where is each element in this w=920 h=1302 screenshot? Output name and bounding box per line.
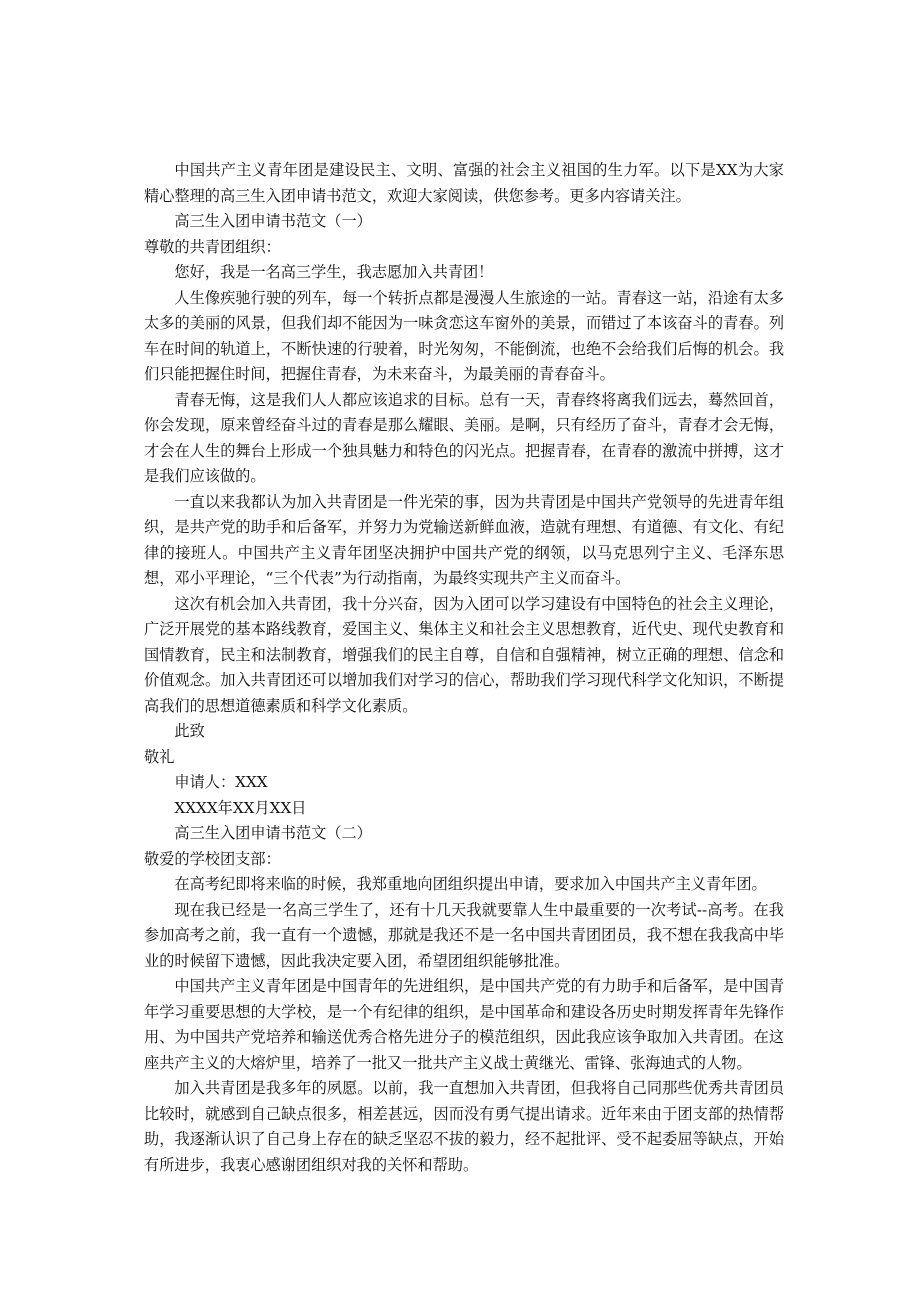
essay2-paragraph: 现在我已经是一名高三学生了，还有十几天我就要靠人生中最重要的一次考试--高考。在我参加高考之前，我一直有一个遗憾，那就是我还不是一名中国共青团团员，我不想在我我高中毕业的时候留下遗憾，因此我决定要入团，希望团组织能够批准。 <box>144 900 784 970</box>
essay1-closing-1: 此致 <box>174 722 205 740</box>
essay2-salutation: 敬爱的学校团支部： <box>144 849 281 868</box>
document-page <box>144 158 784 1178</box>
essay2-paragraph: 在高考纪即将来临的时候，我郑重地向团组织提出申请，要求加入中国共产主义青年团。 <box>174 875 767 893</box>
essay1-paragraph: 这次有机会加入共青团，我十分兴奋，因为入团可以学习建设有中国特色的社会主义理论，广泛开展党的基本路线教育，爱国主义、集体主义和社会主义思想教育，近代史、现代史教育和国情教育，民主和法制教育，增强我们的民主自尊，自信和自强精神，树立正确的理想、信念和价值观念。加入共青团还可以增加我们对学习的信心，帮助我们学习现代科学文化知识，不断提高我们的思想道德素质和科学文化素质。 <box>144 594 784 715</box>
essay2-paragraph: 中国共产主义青年团是中国青年的先进组织，是中国共产党的有力助手和后备军，是中国青年学习重要思想的大学校，是一个有纪律的组织，是中国革命和建设各历史时期发挥青年先锋作用、为中国共产党培养和输送优秀合格先进分子的模范组织，因此我应该争取加入共青团。在这座共产主义的大熔炉里，培养了一批又一批共产主义战士黄继光、雷锋、张海迪式的人物。 <box>144 977 784 1072</box>
essay1-paragraph: 一直以来我都认为加入共青团是一件光荣的事，因为共青团是中国共产党领导的先进青年组织，是共产党的助手和后备军，并努力为党输送新鲜血液，造就有理想、有道德、有文化、有纪律的接班人。中国共产主义青年团坚决拥护中国共产党的纲领，以马克思列宁主义、毛泽东思想，邓小平理论，“三个代表”为行动指南，为最终实现共产主义而奋斗。 <box>144 492 784 587</box>
essay2-title: 高三生入团申请书范文（二） <box>174 824 372 842</box>
essay1-applicant: 申请人：XXX <box>174 773 268 791</box>
essay1-salutation: 尊敬的共青团组织： <box>144 237 281 256</box>
intro-paragraph: 中国共产主义青年团是建设民主、文明、富强的社会主义祖国的生力军。以下是XX为大家精心整理的高三生入团申请书范文，欢迎大家阅读，供您参考。更多内容请关注。 <box>144 161 784 205</box>
essay1-greeting: 您好，我是一名高三学生，我志愿加入共青团！ <box>174 263 494 281</box>
essay1-closing-2: 敬礼 <box>144 747 175 766</box>
essay1-date: XXXX年XX月XX日 <box>174 798 307 817</box>
essay1-title: 高三生入团申请书范文（一） <box>174 212 372 230</box>
essay1-paragraph: 人生像疾驰行驶的列车，每一个转折点都是漫漫人生旅途的一站。青春这一站，沿途有太多太多的美丽的风景，但我们却不能因为一味贪恋这车窗外的美景，而错过了本该奋斗的青春。列车在时间的轨道上，不断快速的行驶着，时光匆匆，不能倒流，也绝不会给我们后悔的机会。我们只能把握住时间，把握住青春，为未来奋斗，为最美丽的青春奋斗。 <box>144 288 784 383</box>
essay1-paragraph: 青春无悔，这是我们人人都应该追求的目标。总有一天，青春终将离我们远去，蓦然回首，你会发现，原来曾经奋斗过的青春是那么耀眼、美丽。是啊，只有经历了奋斗，青春才会无悔，才会在人生的舞台上形成一个独具魅力和特色的闪光点。把握青春，在青春的激流中拼搏，这才是我们应该做的。 <box>144 390 784 485</box>
essay2-paragraph: 加入共青团是我多年的夙愿。以前，我一直想加入共青团，但我将自己同那些优秀共青团员比较时，就感到自己缺点很多，相差甚远，因而没有勇气提出请求。近年来由于团支部的热情帮助，我逐渐认识了自己身上存在的缺乏坚忍不拔的毅力，经不起批评、受不起委屈等缺点，开始有所进步，我衷心感谢团组织对我的关怀和帮助。 <box>144 1079 784 1174</box>
